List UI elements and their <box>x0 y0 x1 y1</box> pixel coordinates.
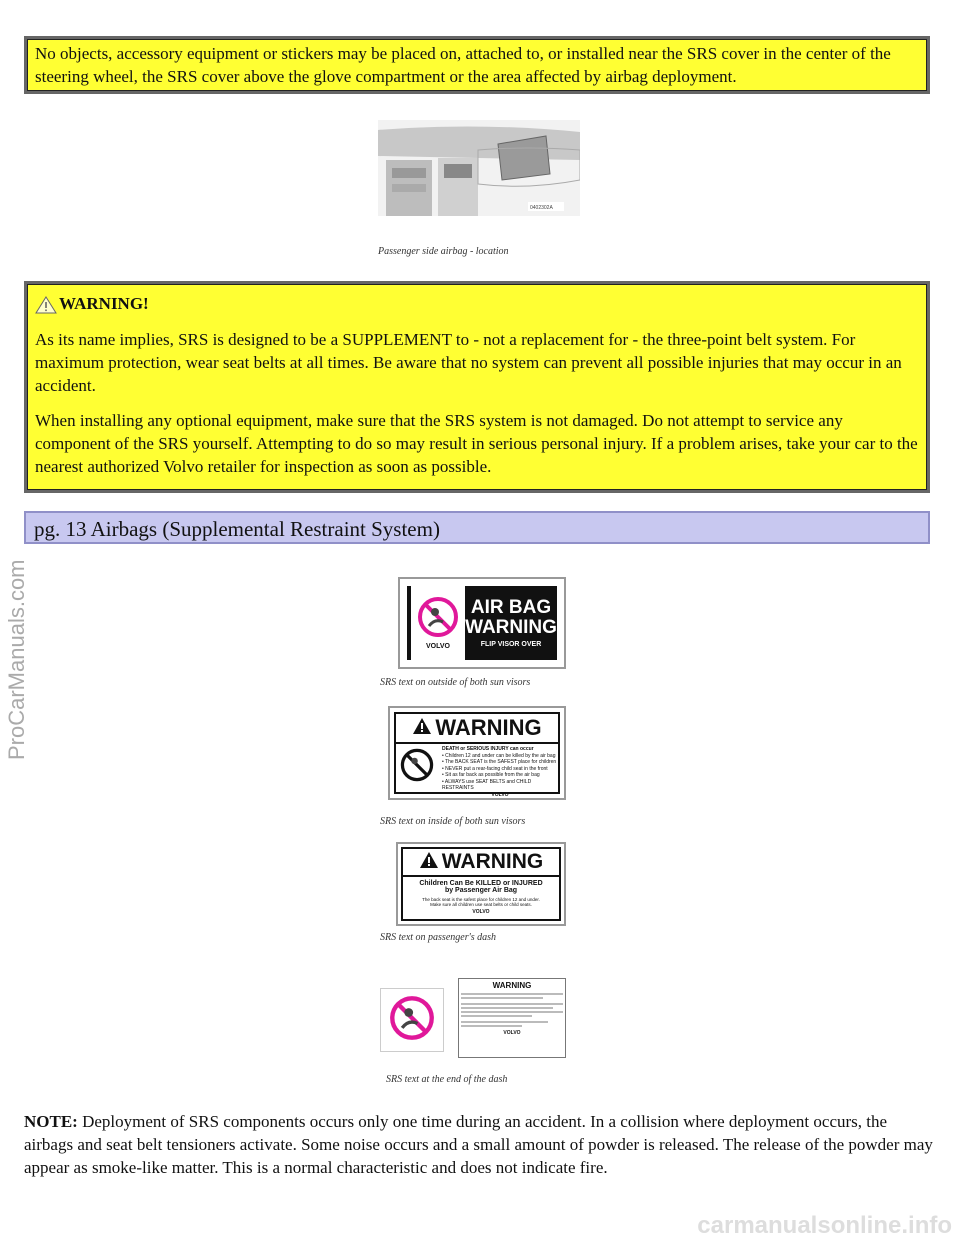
dash-label-line-4: Make sure all children use seat belts or child seats. <box>430 902 532 907</box>
side-watermark <box>0 560 36 760</box>
airbag-line-3: FLIP VISOR OVER <box>480 641 542 648</box>
dash-label-line-3: The back seat is the safest place for children 12 and under. <box>422 897 540 902</box>
visor-outside-sticker <box>398 577 566 669</box>
volvo-logo-2: VOLVO <box>491 791 509 798</box>
dash-label-line-2: by Passenger Air Bag <box>444 887 518 894</box>
warning-paragraph-1: As its name implies, SRS is designed to be a SUPPLEMENT to - not a replacement for - the three-point belt system. For maximum protection, wear seat belts at all times. Be aware that no system can prevent all possible injuries that may occur in an accident. <box>35 330 902 395</box>
warning-title: WARNING! <box>59 294 149 313</box>
dash-end-caption: SRS text at the end of the dash <box>386 1074 508 1085</box>
dash-end-figure <box>380 980 568 1060</box>
volvo-logo-3: VOLVO <box>472 909 490 915</box>
no-child-icon <box>417 596 459 643</box>
visor-inside-bullet: • NEVER put a rear-facing child seat in the front <box>442 765 548 772</box>
notice-text: No objects, accessory equipment or stickers may be placed on, attached to, or installed near the SRS cover in the center of the steering wheel, the SRS cover above the glove compartment or the area affected by airbag deployment. <box>35 44 891 86</box>
dash-end-heading: WARNING <box>492 981 532 990</box>
visor-inside-bullet: • Sit as far back as possible from the air bag <box>442 772 540 778</box>
volvo-logo-4: VOLVO <box>503 1030 521 1036</box>
warning-alert-icon-1 <box>412 717 432 740</box>
no-child-icon-2 <box>396 744 442 798</box>
dash-figure-code: 0402302A <box>530 205 553 211</box>
note-label: NOTE: <box>24 1112 78 1131</box>
airbag-line-2: WARNING <box>465 617 557 638</box>
visor-inside-sticker <box>388 706 566 800</box>
visor-inside-bullet: • ALWAYS use SEAT BELTS and CHILD RESTRAINTS <box>442 778 532 791</box>
volvo-logo-1: VOLVO <box>426 643 450 650</box>
note-paragraph <box>24 1110 934 1179</box>
warning-triangle-icon <box>35 296 57 314</box>
dash-label-line-1: Children Can Be KILLED or INJURED <box>419 880 543 887</box>
visor-inside-bullet: • The BACK SEAT is the SAFEST place for children <box>442 759 557 765</box>
visor-inside-subheading: DEATH or SERIOUS INJURY can occur <box>442 746 534 752</box>
section-header: pg. 13 Airbags (Supplemental Restraint System) <box>24 511 930 544</box>
dash-airbag-figure <box>378 120 580 216</box>
warning-alert-icon-2 <box>419 851 439 874</box>
dash-end-text-lines <box>461 993 563 1027</box>
notice-box <box>24 36 930 94</box>
footer-watermark: carmanualsonline.info <box>697 1212 952 1239</box>
dash-label-sticker <box>396 842 566 926</box>
visor-outside-caption: SRS text on outside of both sun visors <box>380 677 531 688</box>
visor-inside-heading: WARNING <box>435 715 542 740</box>
note-text: Deployment of SRS components occurs only one time during an accident. In a collision where deployment occurs, the airbags and seat belt tensioners activate. Some noise occurs and a small amount of powder is released. The release of the powder may appear as smoke-like matter. This is a normal characteristic and does not indicate fire. <box>24 1112 933 1177</box>
airbag-line-1: AIR BAG <box>470 597 552 618</box>
warning-paragraph-2: When installing any optional equipment, make sure that the SRS system is not damaged. Do not attempt to service any component of the SRS yourself. Attempting to do so may result in serious personal injury. If a problem arises, take your car to the nearest authorized Volvo retailer for inspection as soon as possible. <box>35 411 918 476</box>
dash-figure-caption: Passenger side airbag - location <box>378 246 509 257</box>
warning-title-row <box>35 294 919 314</box>
no-child-icon-3 <box>389 995 435 1046</box>
warning-box <box>24 281 930 493</box>
dash-label-caption: SRS text on passenger's dash <box>380 932 497 943</box>
visor-inside-bullet: • Children 12 and under can be killed by the air bag <box>442 752 556 759</box>
dash-label-heading: WARNING <box>441 850 544 873</box>
visor-inside-caption: SRS text on inside of both sun visors <box>380 816 526 827</box>
side-watermark-text: ProCarManuals.com <box>4 559 29 760</box>
